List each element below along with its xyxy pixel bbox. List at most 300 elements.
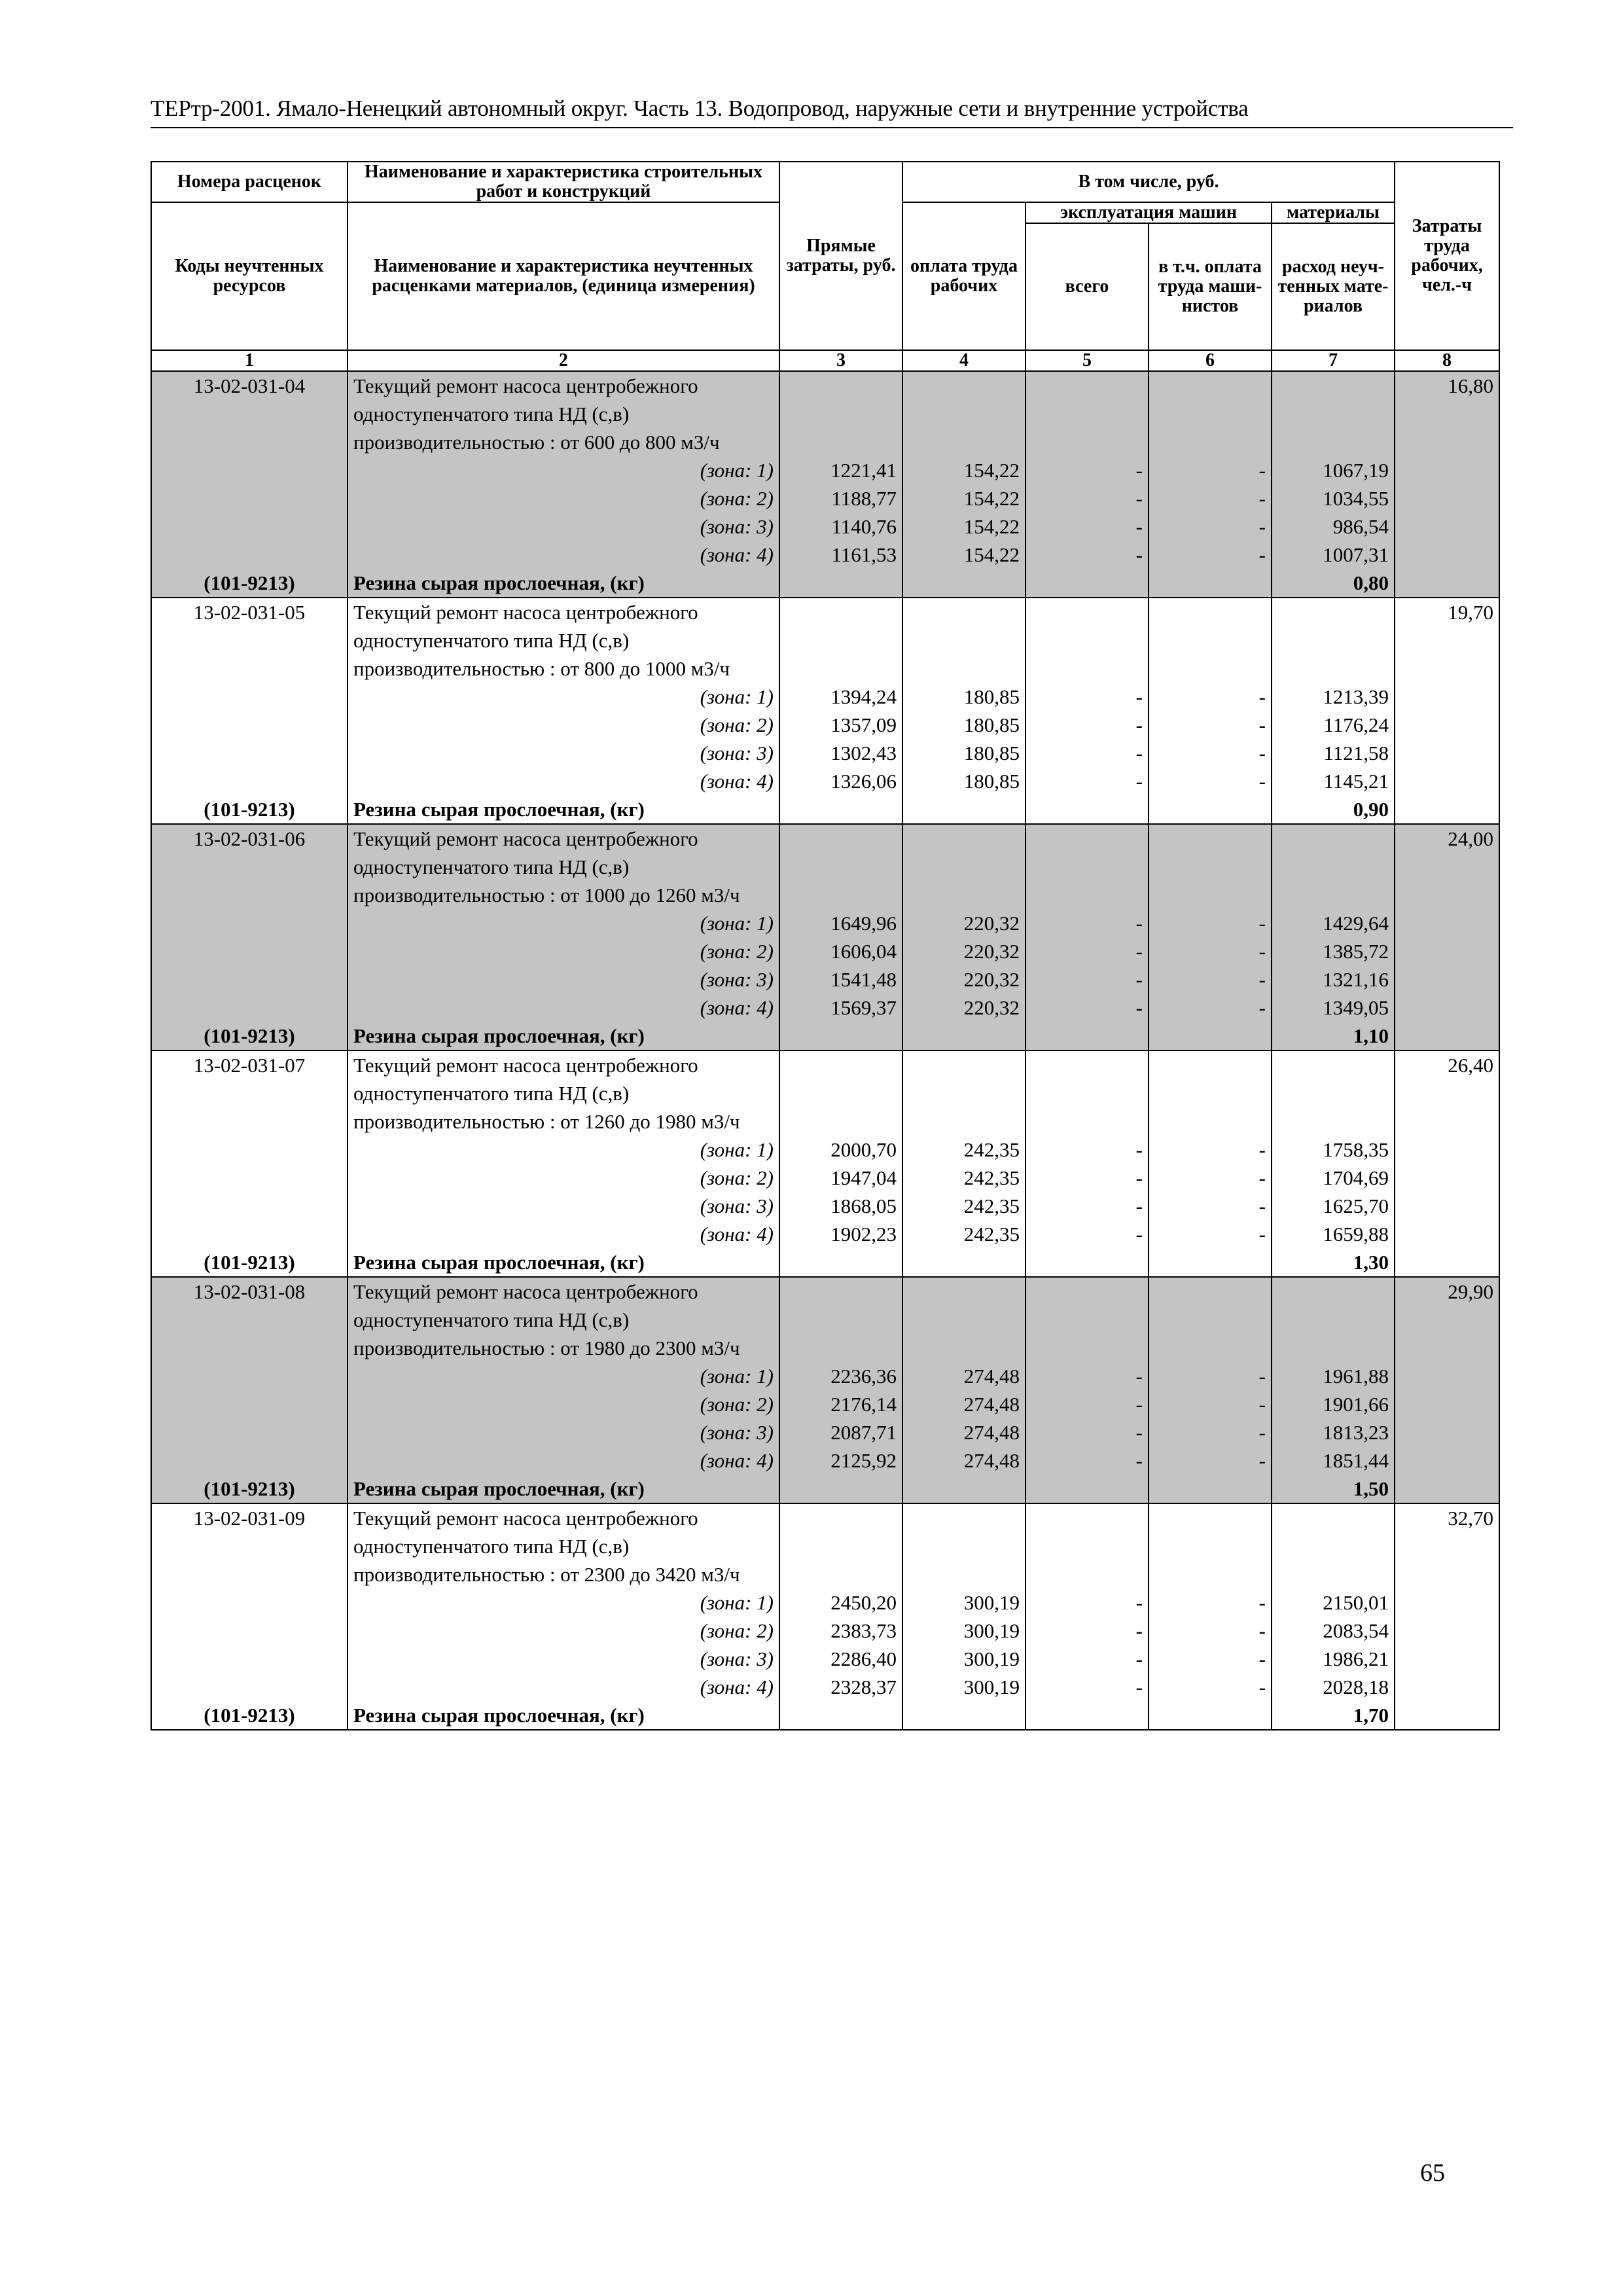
empty-cell	[151, 683, 348, 711]
empty-cell	[1395, 1362, 1499, 1390]
worker-wages: 300,19	[902, 1645, 1026, 1673]
rate-row	[151, 1503, 1499, 1588]
empty-cell	[1272, 1050, 1395, 1136]
zone-row	[151, 767, 1499, 795]
direct-cost: 1357,09	[779, 711, 902, 739]
empty-cell	[151, 1136, 348, 1164]
empty-cell	[151, 1164, 348, 1192]
zone-label: (зона: 1)	[348, 1588, 779, 1617]
empty-cell	[151, 484, 348, 512]
empty-cell	[1149, 1022, 1272, 1050]
empty-cell	[1395, 909, 1499, 937]
empty-cell	[151, 739, 348, 767]
worker-wages: 154,22	[902, 512, 1026, 541]
empty-cell	[779, 371, 902, 456]
machinist-wages: -	[1149, 1164, 1272, 1192]
column-number-row	[151, 350, 1499, 371]
machinist-wages: -	[1149, 1220, 1272, 1248]
empty-cell	[1149, 1503, 1272, 1588]
machine-cost: -	[1026, 1192, 1149, 1220]
machine-cost: -	[1026, 909, 1149, 937]
rate-description: Текущий ремонт насоса центробежного одноступенчатого типа НД (с,в) производительностью : от 800 до 1000 м3/ч	[348, 598, 779, 683]
resource-row	[151, 795, 1499, 824]
zone-label: (зона: 3)	[348, 1418, 779, 1446]
resource-quantity: 0,80	[1272, 569, 1395, 598]
empty-cell	[151, 1192, 348, 1220]
machinist-wages: -	[1149, 994, 1272, 1022]
empty-cell	[1395, 1136, 1499, 1164]
zone-row	[151, 484, 1499, 512]
empty-cell	[1026, 1277, 1149, 1362]
materials-cost: 1813,23	[1272, 1418, 1395, 1446]
zone-row	[151, 1220, 1499, 1248]
direct-cost: 1221,41	[779, 456, 902, 484]
empty-cell	[1149, 569, 1272, 598]
rate-description: Текущий ремонт насоса центробежного одноступенчатого типа НД (с,в) производительностью : от 1000 до 1260 м3/ч	[348, 824, 779, 909]
empty-cell	[151, 1362, 348, 1390]
zone-row	[151, 512, 1499, 541]
direct-cost: 2286,40	[779, 1645, 902, 1673]
rate-code: 13-02-031-09	[151, 1503, 348, 1588]
materials-cost: 1321,16	[1272, 965, 1395, 994]
resource-quantity: 1,10	[1272, 1022, 1395, 1050]
rates-table	[151, 161, 1500, 1731]
resource-code: (101-9213)	[151, 1022, 348, 1050]
machine-cost: -	[1026, 1220, 1149, 1248]
materials-cost: 2083,54	[1272, 1617, 1395, 1645]
machinist-wages: -	[1149, 1617, 1272, 1645]
machinist-wages: -	[1149, 484, 1272, 512]
resource-quantity: 1,50	[1272, 1475, 1395, 1503]
col5-header: всего	[1026, 223, 1149, 350]
empty-cell	[1395, 994, 1499, 1022]
rate-description: Текущий ремонт насоса центробежного одноступенчатого типа НД (с,в) производительностью : от 2300 до 3420 м3/ч	[348, 1503, 779, 1588]
zone-row	[151, 1164, 1499, 1192]
rate-code: 13-02-031-04	[151, 371, 348, 456]
zone-row	[151, 739, 1499, 767]
rate-description: Текущий ремонт насоса центробежного одноступенчатого типа НД (с,в) производительностью : от 1980 до 2300 м3/ч	[348, 1277, 779, 1362]
zone-label: (зона: 1)	[348, 456, 779, 484]
worker-wages: 180,85	[902, 739, 1026, 767]
zone-label: (зона: 2)	[348, 711, 779, 739]
page-header: ТЕРтр-2001. Ямало-Ненецкий автономный округ. Часть 13. Водопровод, наружные сети и внутренние устройства	[151, 96, 1249, 121]
empty-cell	[151, 541, 348, 569]
zone-label: (зона: 4)	[348, 994, 779, 1022]
empty-cell	[1272, 1277, 1395, 1362]
column-number: 1	[151, 350, 348, 371]
worker-wages: 154,22	[902, 456, 1026, 484]
column-number: 2	[348, 350, 779, 371]
resource-name: Резина сырая прослоечная, (кг)	[348, 795, 779, 824]
worker-wages: 180,85	[902, 683, 1026, 711]
empty-cell	[902, 795, 1026, 824]
machinist-wages: -	[1149, 739, 1272, 767]
zone-label: (зона: 2)	[348, 484, 779, 512]
machine-cost: -	[1026, 1673, 1149, 1701]
resource-row	[151, 569, 1499, 598]
empty-cell	[1272, 824, 1395, 909]
rate-row	[151, 824, 1499, 909]
empty-cell	[779, 795, 902, 824]
empty-cell	[1026, 1475, 1149, 1503]
zone-label: (зона: 3)	[348, 739, 779, 767]
empty-cell	[902, 1248, 1026, 1277]
machinist-wages: -	[1149, 711, 1272, 739]
resource-code: (101-9213)	[151, 1475, 348, 1503]
empty-cell	[151, 937, 348, 965]
empty-cell	[1026, 569, 1149, 598]
worker-wages: 300,19	[902, 1617, 1026, 1645]
col4-header: оплата труда рабочих	[902, 202, 1026, 350]
labor-cost: 16,80	[1395, 371, 1499, 456]
labor-cost: 19,70	[1395, 598, 1499, 683]
empty-cell	[1395, 1673, 1499, 1701]
labor-cost: 32,70	[1395, 1503, 1499, 1588]
col2-top-header: Наименование и характеристика строительных работ и конструкций	[348, 162, 779, 202]
direct-cost: 1868,05	[779, 1192, 902, 1220]
empty-cell	[151, 1446, 348, 1475]
col1-bottom-header: Коды неучтенных ресурсов	[151, 202, 348, 350]
empty-cell	[1272, 371, 1395, 456]
machine-cost: -	[1026, 937, 1149, 965]
empty-cell	[1149, 1248, 1272, 1277]
zone-row	[151, 1673, 1499, 1701]
zone-row	[151, 1192, 1499, 1220]
direct-cost: 1326,06	[779, 767, 902, 795]
zone-row	[151, 711, 1499, 739]
machinist-wages: -	[1149, 1362, 1272, 1390]
column-number: 8	[1395, 350, 1499, 371]
zone-row	[151, 1617, 1499, 1645]
zone-row	[151, 1362, 1499, 1390]
rate-code: 13-02-031-07	[151, 1050, 348, 1136]
empty-cell	[1395, 456, 1499, 484]
materials-cost: 1034,55	[1272, 484, 1395, 512]
empty-cell	[902, 1503, 1026, 1588]
column-number: 7	[1272, 350, 1395, 371]
resource-name: Резина сырая прослоечная, (кг)	[348, 1475, 779, 1503]
empty-cell	[1026, 795, 1149, 824]
zone-row	[151, 937, 1499, 965]
materials-cost: 1067,19	[1272, 456, 1395, 484]
direct-cost: 1394,24	[779, 683, 902, 711]
worker-wages: 274,48	[902, 1418, 1026, 1446]
col8-header: Затраты труда рабочих, чел.-ч	[1395, 162, 1499, 350]
empty-cell	[151, 456, 348, 484]
worker-wages: 180,85	[902, 767, 1026, 795]
machinist-wages: -	[1149, 1645, 1272, 1673]
zone-row	[151, 1446, 1499, 1475]
resource-code: (101-9213)	[151, 1248, 348, 1277]
empty-cell	[1395, 1248, 1499, 1277]
column-number: 4	[902, 350, 1026, 371]
resource-name: Резина сырая прослоечная, (кг)	[348, 1022, 779, 1050]
worker-wages: 274,48	[902, 1390, 1026, 1418]
machinist-wages: -	[1149, 965, 1272, 994]
empty-cell	[151, 994, 348, 1022]
materials-header: материалы	[1272, 202, 1395, 223]
empty-cell	[1149, 1050, 1272, 1136]
column-number: 6	[1149, 350, 1272, 371]
zone-label: (зона: 4)	[348, 1446, 779, 1475]
empty-cell	[902, 1701, 1026, 1730]
empty-cell	[1395, 1475, 1499, 1503]
empty-cell	[902, 1022, 1026, 1050]
machine-cost: -	[1026, 739, 1149, 767]
worker-wages: 242,35	[902, 1164, 1026, 1192]
zone-label: (зона: 4)	[348, 1673, 779, 1701]
empty-cell	[151, 1390, 348, 1418]
direct-cost: 2383,73	[779, 1617, 902, 1645]
machinist-wages: -	[1149, 1588, 1272, 1617]
direct-cost: 1947,04	[779, 1164, 902, 1192]
machine-cost: -	[1026, 1617, 1149, 1645]
empty-cell	[1149, 1701, 1272, 1730]
empty-cell	[1026, 1022, 1149, 1050]
empty-cell	[902, 371, 1026, 456]
empty-cell	[1149, 1277, 1272, 1362]
zone-row	[151, 1136, 1499, 1164]
empty-cell	[779, 1701, 902, 1730]
machine-cost: -	[1026, 1164, 1149, 1192]
worker-wages: 220,32	[902, 937, 1026, 965]
worker-wages: 300,19	[902, 1588, 1026, 1617]
resource-quantity: 0,90	[1272, 795, 1395, 824]
machine-cost: -	[1026, 1136, 1149, 1164]
zone-label: (зона: 3)	[348, 512, 779, 541]
machine-cost: -	[1026, 456, 1149, 484]
zone-row	[151, 1588, 1499, 1617]
zone-row	[151, 683, 1499, 711]
materials-cost: 1851,44	[1272, 1446, 1395, 1475]
empty-cell	[1395, 795, 1499, 824]
materials-cost: 1176,24	[1272, 711, 1395, 739]
column-number: 5	[1026, 350, 1149, 371]
empty-cell	[1395, 1192, 1499, 1220]
zone-row	[151, 1645, 1499, 1673]
worker-wages: 220,32	[902, 994, 1026, 1022]
zone-row	[151, 1418, 1499, 1446]
empty-cell	[902, 824, 1026, 909]
empty-cell	[1026, 1503, 1149, 1588]
empty-cell	[1026, 598, 1149, 683]
machine-cost: -	[1026, 711, 1149, 739]
materials-cost: 1758,35	[1272, 1136, 1395, 1164]
empty-cell	[1395, 683, 1499, 711]
machinist-wages: -	[1149, 1418, 1272, 1446]
machine-cost: -	[1026, 683, 1149, 711]
col7-header: расход неуч-тенных мате-риалов	[1272, 223, 1395, 350]
empty-cell	[1395, 569, 1499, 598]
empty-cell	[151, 767, 348, 795]
resource-row	[151, 1701, 1499, 1730]
empty-cell	[1395, 1588, 1499, 1617]
empty-cell	[1395, 484, 1499, 512]
empty-cell	[1149, 371, 1272, 456]
machine-cost: -	[1026, 541, 1149, 569]
materials-cost: 2150,01	[1272, 1588, 1395, 1617]
direct-cost: 2450,20	[779, 1588, 902, 1617]
incl-header: В том числе, руб.	[902, 162, 1395, 202]
empty-cell	[1395, 512, 1499, 541]
materials-cost: 2028,18	[1272, 1673, 1395, 1701]
empty-cell	[1149, 824, 1272, 909]
machinist-wages: -	[1149, 1192, 1272, 1220]
empty-cell	[1149, 1475, 1272, 1503]
empty-cell	[779, 1050, 902, 1136]
materials-cost: 1986,21	[1272, 1645, 1395, 1673]
empty-cell	[151, 1645, 348, 1673]
empty-cell	[151, 1220, 348, 1248]
zone-label: (зона: 1)	[348, 1362, 779, 1390]
worker-wages: 154,22	[902, 541, 1026, 569]
empty-cell	[151, 1617, 348, 1645]
zone-label: (зона: 2)	[348, 1617, 779, 1645]
worker-wages: 220,32	[902, 909, 1026, 937]
worker-wages: 274,48	[902, 1362, 1026, 1390]
direct-cost: 1302,43	[779, 739, 902, 767]
zone-label: (зона: 2)	[348, 1390, 779, 1418]
empty-cell	[1395, 1418, 1499, 1446]
empty-cell	[1395, 1220, 1499, 1248]
zone-row	[151, 965, 1499, 994]
materials-cost: 1007,31	[1272, 541, 1395, 569]
empty-cell	[1026, 824, 1149, 909]
empty-cell	[1272, 598, 1395, 683]
column-number: 3	[779, 350, 902, 371]
zone-label: (зона: 1)	[348, 1136, 779, 1164]
direct-cost: 2125,92	[779, 1446, 902, 1475]
materials-cost: 1121,58	[1272, 739, 1395, 767]
empty-cell	[779, 1475, 902, 1503]
machinist-wages: -	[1149, 767, 1272, 795]
resource-name: Резина сырая прослоечная, (кг)	[348, 1248, 779, 1277]
machinist-wages: -	[1149, 683, 1272, 711]
zone-row	[151, 1390, 1499, 1418]
empty-cell	[902, 569, 1026, 598]
rate-description: Текущий ремонт насоса центробежного одноступенчатого типа НД (с,в) производительностью : от 600 до 800 м3/ч	[348, 371, 779, 456]
worker-wages: 300,19	[902, 1673, 1026, 1701]
machinist-wages: -	[1149, 512, 1272, 541]
materials-cost: 1145,21	[1272, 767, 1395, 795]
machinist-wages: -	[1149, 909, 1272, 937]
rate-row	[151, 1277, 1499, 1362]
materials-cost: 1704,69	[1272, 1164, 1395, 1192]
empty-cell	[151, 1588, 348, 1617]
materials-cost: 1385,72	[1272, 937, 1395, 965]
materials-cost: 1213,39	[1272, 683, 1395, 711]
materials-cost: 1961,88	[1272, 1362, 1395, 1390]
zone-row	[151, 456, 1499, 484]
worker-wages: 242,35	[902, 1192, 1026, 1220]
worker-wages: 242,35	[902, 1136, 1026, 1164]
labor-cost: 24,00	[1395, 824, 1499, 909]
empty-cell	[779, 598, 902, 683]
machine-cost: -	[1026, 1418, 1149, 1446]
empty-cell	[1395, 739, 1499, 767]
empty-cell	[1149, 795, 1272, 824]
empty-cell	[1026, 1248, 1149, 1277]
empty-cell	[779, 824, 902, 909]
machine-cost: -	[1026, 1446, 1149, 1475]
empty-cell	[1395, 1617, 1499, 1645]
machinist-wages: -	[1149, 541, 1272, 569]
direct-cost: 1902,23	[779, 1220, 902, 1248]
zone-label: (зона: 1)	[348, 909, 779, 937]
machine-cost: -	[1026, 965, 1149, 994]
empty-cell	[902, 1475, 1026, 1503]
materials-cost: 1349,05	[1272, 994, 1395, 1022]
col1-top-header: Номера расценок	[151, 162, 348, 202]
materials-cost: 1625,70	[1272, 1192, 1395, 1220]
machinist-wages: -	[1149, 937, 1272, 965]
zone-label: (зона: 4)	[348, 1220, 779, 1248]
zone-label: (зона: 2)	[348, 937, 779, 965]
direct-cost: 1649,96	[779, 909, 902, 937]
direct-cost: 2236,36	[779, 1362, 902, 1390]
resource-quantity: 1,30	[1272, 1248, 1395, 1277]
empty-cell	[151, 965, 348, 994]
direct-cost: 1569,37	[779, 994, 902, 1022]
direct-cost: 2328,37	[779, 1673, 902, 1701]
resource-code: (101-9213)	[151, 1701, 348, 1730]
empty-cell	[902, 1050, 1026, 1136]
empty-cell	[902, 1277, 1026, 1362]
rate-row	[151, 371, 1499, 456]
zone-label: (зона: 4)	[348, 767, 779, 795]
empty-cell	[1395, 1446, 1499, 1475]
rate-code: 13-02-031-06	[151, 824, 348, 909]
resource-row	[151, 1475, 1499, 1503]
empty-cell	[1395, 965, 1499, 994]
empty-cell	[1026, 1050, 1149, 1136]
empty-cell	[779, 1503, 902, 1588]
direct-cost: 2087,71	[779, 1418, 902, 1446]
machine-cost: -	[1026, 767, 1149, 795]
col6-header: в т.ч. оплата труда маши-нистов	[1149, 223, 1272, 350]
empty-cell	[1395, 541, 1499, 569]
rate-row	[151, 598, 1499, 683]
empty-cell	[1395, 711, 1499, 739]
materials-cost: 1659,88	[1272, 1220, 1395, 1248]
materials-cost: 1429,64	[1272, 909, 1395, 937]
machinist-wages: -	[1149, 1136, 1272, 1164]
direct-cost: 2176,14	[779, 1390, 902, 1418]
machines-header: эксплуатация машин	[1026, 202, 1272, 223]
empty-cell	[1026, 1701, 1149, 1730]
empty-cell	[151, 711, 348, 739]
resource-name: Резина сырая прослоечная, (кг)	[348, 1701, 779, 1730]
zone-row	[151, 541, 1499, 569]
rate-code: 13-02-031-08	[151, 1277, 348, 1362]
header-rule	[151, 127, 1513, 128]
worker-wages: 154,22	[902, 484, 1026, 512]
empty-cell	[1395, 1645, 1499, 1673]
materials-cost: 986,54	[1272, 512, 1395, 541]
materials-cost: 1901,66	[1272, 1390, 1395, 1418]
empty-cell	[1395, 1701, 1499, 1730]
labor-cost: 29,90	[1395, 1277, 1499, 1362]
direct-cost: 1606,04	[779, 937, 902, 965]
machinist-wages: -	[1149, 1673, 1272, 1701]
empty-cell	[151, 909, 348, 937]
empty-cell	[1272, 1503, 1395, 1588]
empty-cell	[779, 1277, 902, 1362]
col2-bottom-header: Наименование и характеристика неучтенных расценками материалов, (единица измерения)	[348, 202, 779, 350]
machine-cost: -	[1026, 484, 1149, 512]
direct-cost: 1161,53	[779, 541, 902, 569]
worker-wages: 242,35	[902, 1220, 1026, 1248]
